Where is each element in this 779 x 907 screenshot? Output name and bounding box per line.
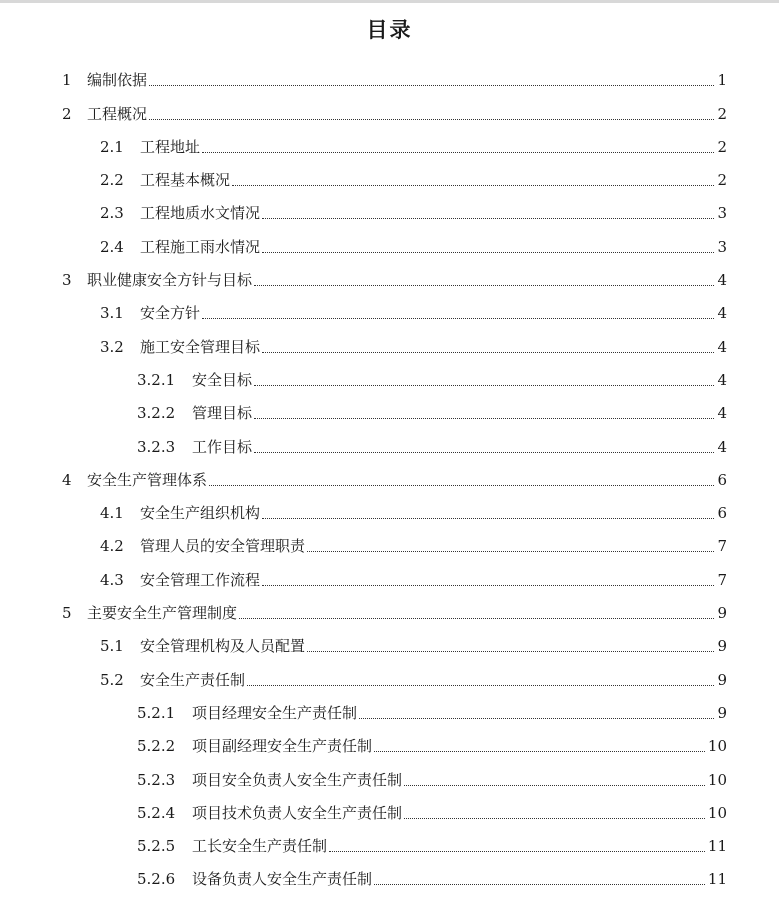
- toc-entry[interactable]: [0, 827, 779, 860]
- toc-entry-page-number: 2: [717, 137, 727, 156]
- toc-dot-leader: [202, 318, 714, 319]
- toc-entry-number: 5.2.2: [137, 737, 176, 756]
- toc-entry[interactable]: [0, 794, 779, 827]
- toc-entry-title: 项目技术负责人安全生产责任制: [192, 803, 403, 822]
- toc-entry-page-number: 3: [717, 237, 727, 256]
- toc-entry-title: 工程基本概况: [140, 171, 231, 190]
- toc-entry[interactable]: [0, 727, 779, 760]
- toc-entry-number: 2.2: [100, 171, 124, 190]
- toc-entry-number: 3: [62, 271, 72, 290]
- toc-dot-leader: [374, 884, 705, 885]
- toc-entry[interactable]: [0, 394, 779, 427]
- toc-entry-page-number: 6: [717, 504, 727, 523]
- toc-entry-page-number: 4: [717, 304, 727, 323]
- toc-entry-number: 3.2.2: [137, 404, 176, 423]
- toc-entry-title: 工长安全生产责任制: [192, 837, 328, 856]
- toc-entry[interactable]: [0, 261, 779, 294]
- toc-entry-number: 3.1: [100, 304, 124, 323]
- toc-entry-page-number: 9: [717, 703, 727, 722]
- toc-entry-number: 2.4: [100, 237, 124, 256]
- toc-entry-number: 5.2.6: [137, 870, 176, 889]
- toc-dot-leader: [254, 418, 714, 419]
- toc-entry[interactable]: [0, 194, 779, 227]
- page-top-edge: [0, 0, 779, 3]
- toc-entry-title: 施工安全管理目标: [140, 337, 261, 356]
- toc-entry[interactable]: [0, 294, 779, 327]
- toc-entry-title: 工程概况: [87, 104, 148, 123]
- toc-entry[interactable]: [0, 128, 779, 161]
- toc-entry-number: 4.1: [100, 504, 124, 523]
- toc-entry-title: 项目副经理安全生产责任制: [192, 737, 373, 756]
- toc-entry-number: 2.3: [100, 204, 124, 223]
- toc-dot-leader: [329, 851, 705, 852]
- toc-entry[interactable]: [0, 361, 779, 394]
- toc-entry-title: 项目经理安全生产责任制: [192, 703, 358, 722]
- toc-entry-page-number: 4: [717, 404, 727, 423]
- toc-entry[interactable]: [0, 227, 779, 260]
- toc-entry-page-number: 10: [707, 737, 727, 756]
- toc-entry-number: 5.2: [100, 670, 124, 689]
- toc-entry-number: 5.2.1: [137, 703, 176, 722]
- toc-entry-page-number: 7: [717, 570, 727, 589]
- toc-entry-title: 编制依据: [87, 71, 148, 90]
- toc-dot-leader: [202, 152, 714, 153]
- toc-dot-leader: [307, 551, 714, 552]
- toc-entry-page-number: 6: [717, 470, 727, 489]
- toc-entry-page-number: 9: [717, 670, 727, 689]
- toc-entry[interactable]: [0, 527, 779, 560]
- toc-entry-title: 主要安全生产管理制度: [87, 604, 238, 623]
- toc-entry-number: 4.2: [100, 537, 124, 556]
- toc-entry[interactable]: [0, 627, 779, 660]
- toc-dot-leader: [262, 518, 714, 519]
- toc-entry-number: 5.2.3: [137, 770, 176, 789]
- toc-entry-title: 管理人员的安全管理职责: [140, 537, 306, 556]
- toc-dot-leader: [149, 119, 714, 120]
- toc-entry-title: 工作目标: [192, 437, 253, 456]
- toc-entry-number: 5: [62, 604, 72, 623]
- toc-entry-page-number: 11: [707, 870, 727, 889]
- toc-entry-number: 5.2.5: [137, 837, 176, 856]
- toc-dot-leader: [307, 651, 714, 652]
- toc-entry[interactable]: [0, 427, 779, 460]
- toc-entry[interactable]: [0, 560, 779, 593]
- toc-entry-title: 安全管理工作流程: [140, 570, 261, 589]
- page-title: 目录: [366, 18, 413, 42]
- toc-entry[interactable]: [0, 494, 779, 527]
- toc-entry[interactable]: [0, 94, 779, 127]
- toc-entry-number: 5.2.4: [137, 803, 176, 822]
- toc-entry-number: 4: [62, 470, 72, 489]
- toc-dot-leader: [262, 352, 714, 353]
- toc-entry-number: 2.1: [100, 137, 124, 156]
- table-of-contents: [0, 61, 779, 893]
- toc-entry-number: 1: [62, 71, 72, 90]
- toc-dot-leader: [254, 385, 714, 386]
- toc-entry-page-number: 3: [717, 204, 727, 223]
- toc-entry[interactable]: [0, 61, 779, 94]
- toc-dot-leader: [262, 218, 714, 219]
- toc-entry-page-number: 7: [717, 537, 727, 556]
- toc-entry-title: 安全生产管理体系: [87, 470, 208, 489]
- toc-entry[interactable]: [0, 660, 779, 693]
- toc-entry[interactable]: [0, 760, 779, 793]
- toc-dot-leader: [149, 85, 714, 86]
- toc-entry-title: 安全方针: [140, 304, 201, 323]
- toc-dot-leader: [239, 618, 714, 619]
- toc-entry[interactable]: [0, 327, 779, 360]
- toc-entry-number: 3.2: [100, 337, 124, 356]
- toc-entry-page-number: 11: [707, 837, 727, 856]
- toc-entry-title: 安全管理机构及人员配置: [140, 637, 306, 656]
- toc-entry-page-number: 4: [717, 271, 727, 290]
- toc-entry-page-number: 9: [717, 604, 727, 623]
- toc-entry-title: 安全生产组织机构: [140, 504, 261, 523]
- toc-entry-page-number: 1: [717, 71, 727, 90]
- toc-dot-leader: [209, 485, 714, 486]
- toc-entry-title: 工程施工雨水情况: [140, 237, 261, 256]
- toc-dot-leader: [232, 185, 714, 186]
- toc-entry[interactable]: [0, 461, 779, 494]
- toc-dot-leader: [404, 785, 705, 786]
- toc-entry-number: 3.2.1: [137, 370, 176, 389]
- toc-entry-title: 项目安全负责人安全生产责任制: [192, 770, 403, 789]
- toc-entry-page-number: 4: [717, 370, 727, 389]
- toc-dot-leader: [262, 252, 714, 253]
- toc-entry-number: 3.2.3: [137, 437, 176, 456]
- toc-entry-page-number: 4: [717, 337, 727, 356]
- toc-dot-leader: [262, 585, 714, 586]
- toc-dot-leader: [374, 751, 705, 752]
- toc-entry[interactable]: [0, 594, 779, 627]
- toc-dot-leader: [404, 818, 705, 819]
- toc-dot-leader: [359, 718, 714, 719]
- toc-entry-page-number: 2: [717, 171, 727, 190]
- toc-entry-page-number: 10: [707, 803, 727, 822]
- toc-entry-number: 4.3: [100, 570, 124, 589]
- toc-entry-page-number: 2: [717, 104, 727, 123]
- toc-entry[interactable]: [0, 860, 779, 893]
- toc-entry-page-number: 10: [707, 770, 727, 789]
- toc-dot-leader: [247, 685, 714, 686]
- toc-entry-number: 2: [62, 104, 72, 123]
- toc-entry-page-number: 9: [717, 637, 727, 656]
- toc-entry-title: 管理目标: [192, 404, 253, 423]
- toc-entry-title: 工程地质水文情况: [140, 204, 261, 223]
- toc-dot-leader: [254, 452, 714, 453]
- toc-entry-title: 安全目标: [192, 370, 253, 389]
- toc-entry-title: 工程地址: [140, 137, 201, 156]
- toc-dot-leader: [254, 285, 714, 286]
- toc-entry-title: 安全生产责任制: [140, 670, 246, 689]
- toc-entry[interactable]: [0, 161, 779, 194]
- toc-entry-title: 职业健康安全方针与目标: [87, 271, 253, 290]
- toc-entry-title: 设备负责人安全生产责任制: [192, 870, 373, 889]
- toc-entry-number: 5.1: [100, 637, 124, 656]
- toc-entry-page-number: 4: [717, 437, 727, 456]
- toc-entry[interactable]: [0, 694, 779, 727]
